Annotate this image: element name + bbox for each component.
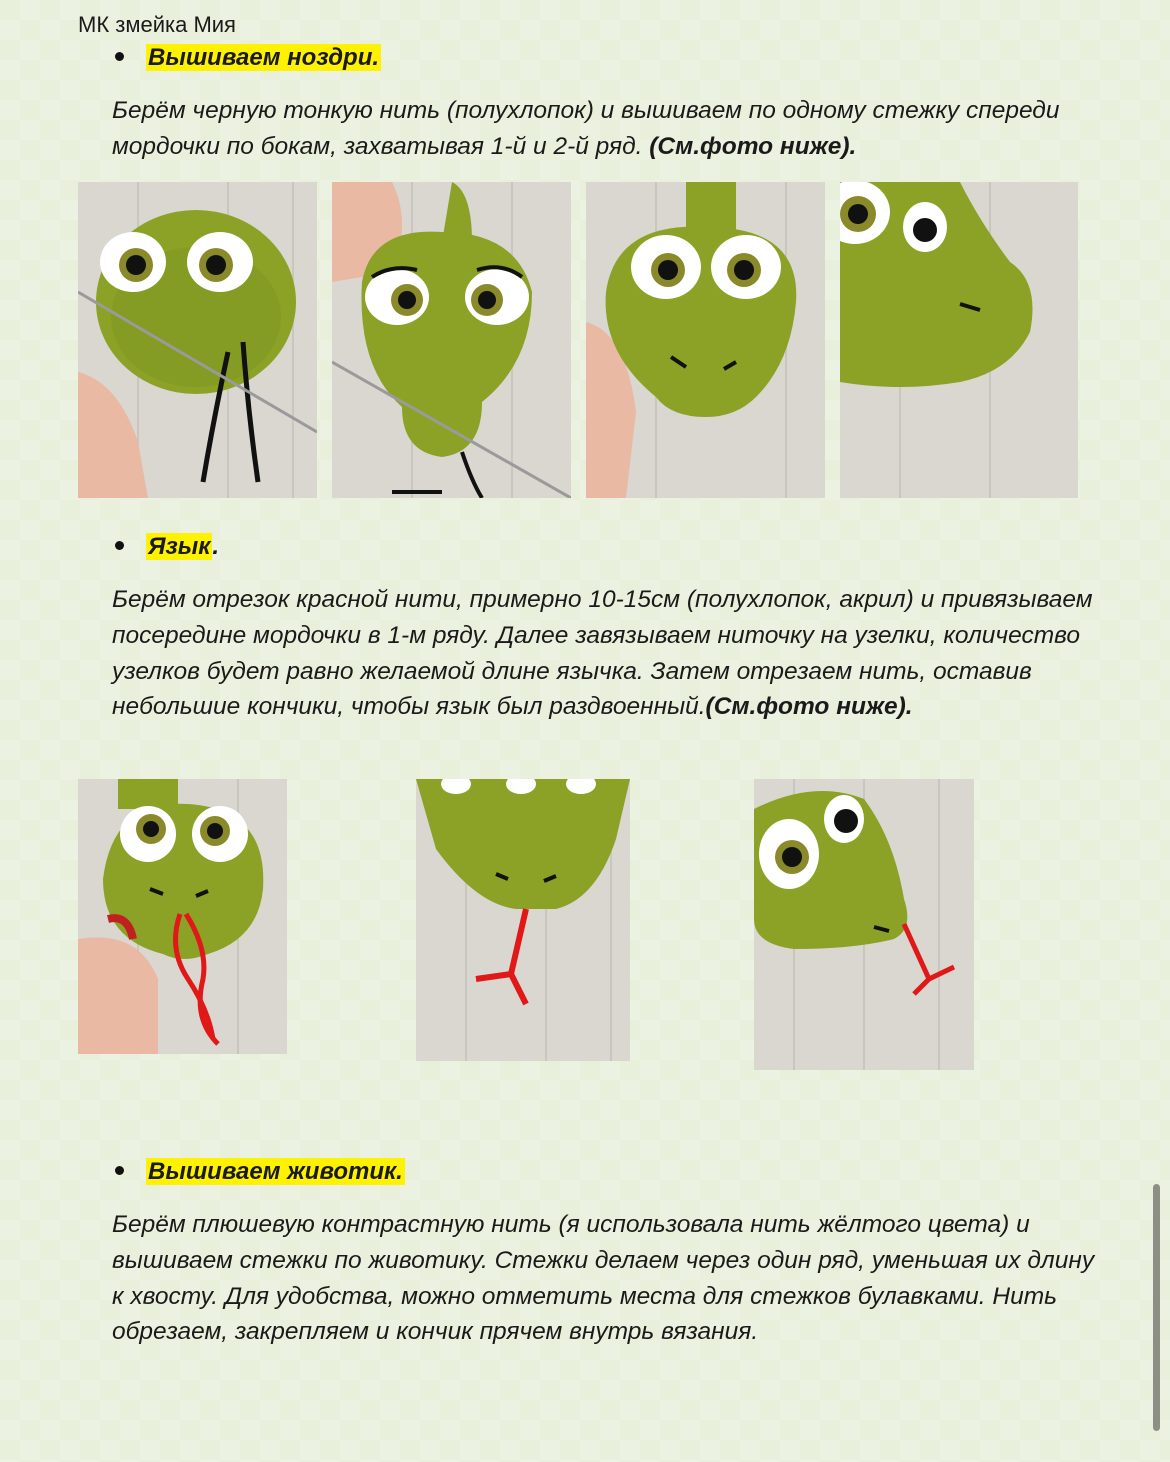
photo-nostrils-step-4: [840, 182, 1078, 498]
heading-suffix: .: [212, 533, 220, 560]
photo-tongue-step-1: [78, 779, 287, 1054]
section-heading-belly: [112, 1158, 405, 1186]
photo-note: (См.фото ниже).: [705, 693, 913, 721]
bullet-icon: [115, 52, 124, 61]
vertical-scrollbar[interactable]: [1153, 1184, 1160, 1431]
paragraph-belly: [112, 1207, 1102, 1350]
section-heading-tongue: [112, 533, 219, 561]
paragraph-nostrils: [112, 93, 1102, 165]
photo-nostrils-step-3: [586, 182, 825, 498]
heading-text: Вышиваем животик.: [148, 1158, 403, 1185]
paragraph-text: Берём плюшевую контрастную нить (я использовала нить жёлтого цвета) и вышиваем стежки по животику. Стежки делаем через один ряд, уменьшая их длину к хвосту. Для удобства, можно отметить места для стежков булавками. Нить обрезаем, закрепляем и кончик прячем внутрь вязания.: [112, 1211, 1095, 1346]
photo-nostrils-step-1: [78, 182, 317, 498]
photo-tongue-step-3: [754, 779, 974, 1070]
bullet-icon: [115, 1166, 124, 1175]
paragraph-tongue: [112, 582, 1102, 725]
photo-tongue-step-2: [416, 779, 630, 1061]
photo-nostrils-step-2: [332, 182, 571, 498]
heading-text: Вышиваем ноздри.: [148, 44, 380, 71]
paragraph-text: Берём черную тонкую нить (полухлопок) и вышиваем по одному стежку спереди мордочки по бокам, захватывая 1-й и 2-й ряд.: [112, 97, 1060, 160]
bullet-icon: [115, 541, 124, 550]
document-title: МК змейка Мия: [78, 12, 236, 37]
photo-note: (См.фото ниже).: [649, 132, 857, 160]
heading-text: Язык: [148, 533, 211, 560]
paragraph-text: Берём отрезок красной нити, примерно 10-15см (полухлопок, акрил) и привязываем посередине мордочки в 1-м ряду. Далее завязываем ниточку на узелки, количество узелков будет равно желаемой длине язычка. Затем отрезаем нить, оставив небольшие кончики, чтобы язык был раздвоенный.: [112, 586, 1093, 721]
section-heading-nostrils: [112, 44, 381, 72]
